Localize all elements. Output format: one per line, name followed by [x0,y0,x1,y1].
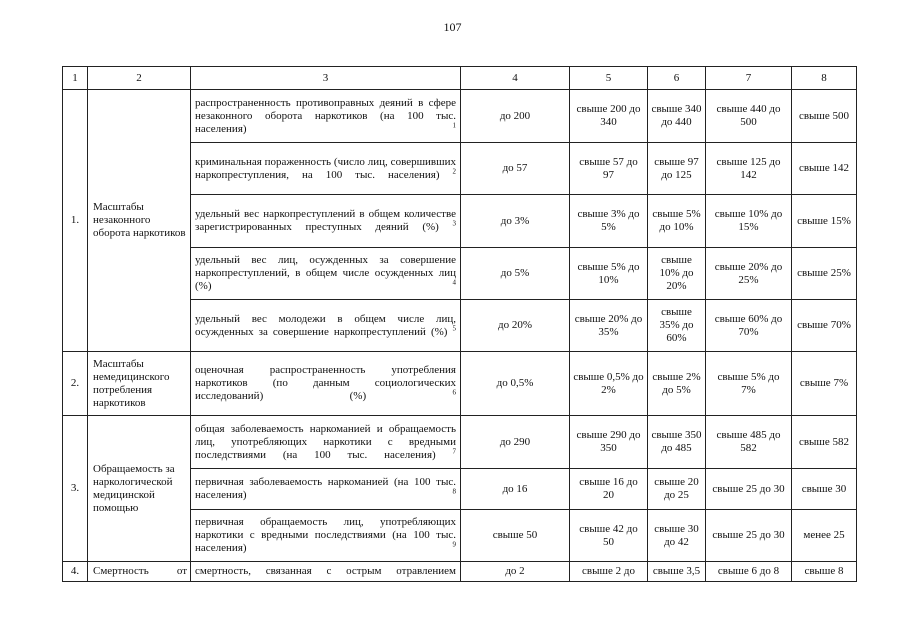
value-cell: до 0,5% [461,352,570,416]
indicator-text: первичная заболеваемость наркоманией (на 100 тыс. населения) [195,476,456,501]
page-number: 107 [443,20,462,34]
value-cell: свыше 7% [792,352,857,416]
indicator-text: удельный вес наркопреступлений в общем количестве зарегистрированных преступных деяний (%) [195,208,456,233]
value-cell: свыше 5% до 10% [570,248,648,300]
value-cell: свыше 2% до 5% [648,352,706,416]
header-cell: 6 [648,67,706,90]
footnote-mark: 3 [452,219,456,228]
value-cell: свыше 16 до 20 [570,469,648,510]
value-cell: свыше 350 до 485 [648,416,706,469]
indicator-text: общая заболеваемость наркоманией и обращаемость лиц, употребляющих наркотики с вредными последствиями (на 100 тыс. населения) [195,422,456,461]
value-cell: свыше 35% до 60% [648,300,706,352]
indicator-cell [191,469,461,510]
table-row [63,352,857,416]
indicator-text: криминальная пораженность (число лиц, совершивших наркопреступления, на 100 тыс. населения) [195,155,456,181]
value-cell: свыше 57 до 97 [570,143,648,195]
value-cell: свыше 142 [792,143,857,195]
value-cell: свыше 2 до [570,562,648,582]
value-cell: до 5% [461,248,570,300]
group-number: 2. [63,352,88,416]
indicator-cell [191,416,461,469]
value-cell: до 2 [461,562,570,582]
value-cell: свыше 70% [792,300,857,352]
value-cell: свыше 290 до 350 [570,416,648,469]
value-cell: свыше 60% до 70% [706,300,792,352]
group-category: Смертность от [88,562,191,582]
table-row [63,416,857,469]
value-cell: до 290 [461,416,570,469]
table-row [63,90,857,143]
header-cell: 3 [191,67,461,90]
value-cell: до 57 [461,143,570,195]
footnote-mark: 6 [452,388,456,397]
indicator-text: удельный вес лиц, осужденных за совершение наркопреступлений, в общем числе осужденных лиц (%) [195,254,456,292]
group-category: Масштабы незаконного оборота наркотиков [88,90,191,352]
indicator-cell [191,562,461,582]
footnote-mark: 4 [452,278,456,287]
indicator-cell [191,90,461,143]
indicator-cell [191,300,461,352]
indicator-text: удельный вес молодежи в общем числе лиц, осужденных за совершение наркопреступлений (%) [195,312,456,338]
value-cell: менее 25 [792,510,857,562]
indicator-cell [191,510,461,562]
value-cell: свыше 25 до 30 [706,469,792,510]
value-cell: свыше 20% до 25% [706,248,792,300]
header-cell: 5 [570,67,648,90]
indicator-cell [191,195,461,248]
header-cell: 8 [792,67,857,90]
value-cell: свыше 5% до 7% [706,352,792,416]
value-cell: свыше 30 [792,469,857,510]
value-cell: свыше 15% [792,195,857,248]
value-cell: свыше 10% до 15% [706,195,792,248]
value-cell: свыше 50 [461,510,570,562]
indicator-text: распространенность противоправных деяний в сфере незаконного оборота наркотиков (на 100 тыс. населения) [195,96,456,135]
footnote-mark: 7 [452,446,457,455]
header-cell: 1 [63,67,88,90]
value-cell: свыше 30 до 42 [648,510,706,562]
header-cell: 2 [88,67,191,90]
value-cell: свыше 5% до 10% [648,195,706,248]
footnote-mark: 8 [452,487,456,496]
indicator-text: оценочная распространенность употребления наркотиков (по данным социологических исследований) (%) [195,364,456,402]
indicator-text: первичная обращаемость лиц, употребляющих наркотики с вредными последствиями (на 100 тыс. населения) [195,516,456,554]
footnote-mark: 1 [452,120,456,129]
value-cell: свыше 10% до 20% [648,248,706,300]
value-cell: свыше 25% [792,248,857,300]
indicator-cell [191,352,461,416]
header-cell: 4 [461,67,570,90]
group-category: Масштабы немедицинского потребления наркотиков [88,352,191,416]
value-cell: до 16 [461,469,570,510]
value-cell: до 20% [461,300,570,352]
value-cell: свыше 20 до 25 [648,469,706,510]
value-cell: свыше 582 [792,416,857,469]
value-cell: свыше 3,5 [648,562,706,582]
value-cell: свыше 485 до 582 [706,416,792,469]
footnote-mark: 5 [452,323,456,332]
header-cell: 7 [706,67,792,90]
value-cell: свыше 42 до 50 [570,510,648,562]
footnote-mark: 2 [452,166,457,175]
value-cell: до 3% [461,195,570,248]
indicator-cell [191,248,461,300]
group-number: 4. [63,562,88,582]
value-cell: свыше 125 до 142 [706,143,792,195]
table-row [63,562,857,582]
value-cell: свыше 97 до 125 [648,143,706,195]
value-cell: свыше 340 до 440 [648,90,706,143]
indicator-table [62,66,857,582]
group-number: 1. [63,90,88,352]
value-cell: свыше 0,5% до 2% [570,352,648,416]
value-cell: свыше 200 до 340 [570,90,648,143]
footnote-mark: 9 [452,540,456,549]
header-row [63,67,857,90]
value-cell: свыше 20% до 35% [570,300,648,352]
indicator-cell [191,143,461,195]
value-cell: свыше 8 [792,562,857,582]
group-number: 3. [63,416,88,562]
value-cell: свыше 6 до 8 [706,562,792,582]
value-cell: свыше 500 [792,90,857,143]
value-cell: свыше 25 до 30 [706,510,792,562]
value-cell: свыше 3% до 5% [570,195,648,248]
group-category: Обращаемость за наркологической медицинской помощью [88,416,191,562]
indicator-text: смертность, связанная с острым отравлением [195,565,456,577]
value-cell: свыше 440 до 500 [706,90,792,143]
value-cell: до 200 [461,90,570,143]
